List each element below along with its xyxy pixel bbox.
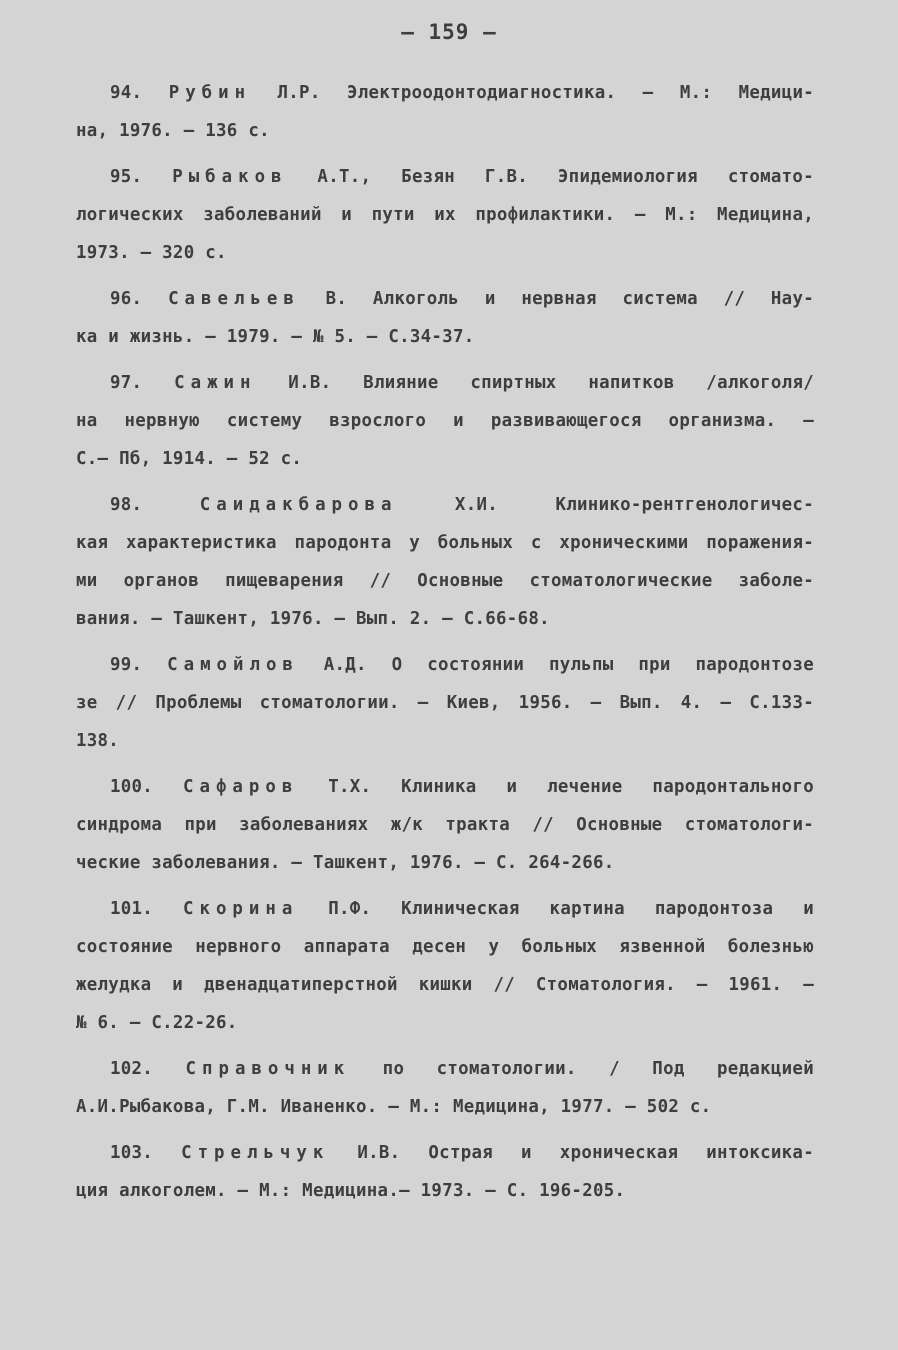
reference-entry xyxy=(76,486,814,638)
reference-entry xyxy=(76,768,814,882)
reference-text: Х.И. Клинико-рентгенологичес- xyxy=(454,495,814,515)
reference-line: вания. – Ташкент, 1976. – Вып. 2. – С.66-68. xyxy=(76,609,550,629)
reference-number: 100. xyxy=(110,777,154,797)
reference-author: Стрельчук xyxy=(181,1143,330,1163)
reference-text: А.Т., Безян Г.В. Эпидемиология стомато- xyxy=(317,167,814,187)
reference-text: А.Д. О состоянии пульпы при пародонтозе xyxy=(323,655,814,675)
reference-author: Скорина xyxy=(183,899,299,919)
reference-first-line xyxy=(76,74,814,112)
reference-line: состояние нервного аппарата десен у больных язвенной болезнью xyxy=(76,937,814,957)
reference-text: В. Алкоголь и нервная система // Нау- xyxy=(325,289,814,309)
reference-line: зе // Проблемы стоматологии. – Киев, 1956. – Вып. 4. – С.133- xyxy=(76,693,814,713)
reference-author: Сажин xyxy=(174,373,257,393)
reference-line: ми органов пищеварения // Основные стоматологические заболе- xyxy=(76,571,814,591)
reference-line: ция алкоголем. – М.: Медицина.– 1973. – С. 196-205. xyxy=(76,1181,626,1201)
reference-number: 96. xyxy=(110,289,143,309)
reference-entry xyxy=(76,364,814,478)
reference-line: С.– Пб, 1914. – 52 с. xyxy=(76,449,303,469)
reference-entry xyxy=(76,890,814,1042)
reference-line: на, 1976. – 136 с. xyxy=(76,121,270,141)
reference-entry xyxy=(76,1134,814,1210)
reference-number: 98. xyxy=(110,495,143,515)
reference-author: Справочник xyxy=(185,1059,351,1079)
reference-first-line xyxy=(76,1134,814,1172)
reference-number: 101. xyxy=(110,899,154,919)
reference-line: синдрома при заболеваниях ж/к тракта // Основные стоматологи- xyxy=(76,815,814,835)
reference-number: 95. xyxy=(110,167,143,187)
reference-text: И.В. Острая и хроническая интоксика- xyxy=(357,1143,814,1163)
reference-text: по стоматологии. / Под редакцией xyxy=(382,1059,814,1079)
reference-line: желудка и двенадцатиперстной кишки // Стоматология. – 1961. – xyxy=(76,975,814,995)
reference-line: ка и жизнь. – 1979. – № 5. – С.34-37. xyxy=(76,327,475,347)
reference-first-line xyxy=(76,486,814,524)
reference-line: 138. xyxy=(76,731,120,751)
reference-text: Л.Р. Электроодонтодиагностика. – М.: Медици- xyxy=(277,83,814,103)
reference-number: 102. xyxy=(110,1059,154,1079)
reference-entry xyxy=(76,74,814,150)
reference-entry xyxy=(76,158,814,272)
reference-line: на нервную систему взрослого и развивающегося организма. – xyxy=(76,411,814,431)
reference-line: ческие заболевания. – Ташкент, 1976. – С. 264-266. xyxy=(76,853,615,873)
reference-author: Сафаров xyxy=(183,777,299,797)
reference-author: Савельев xyxy=(168,289,300,309)
reference-first-line xyxy=(76,890,814,928)
reference-line: 1973. – 320 с. xyxy=(76,243,227,263)
reference-first-line xyxy=(76,1050,814,1088)
reference-list xyxy=(76,74,814,1218)
reference-first-line xyxy=(76,768,814,806)
reference-text: Т.Х. Клиника и лечение пародонтального xyxy=(328,777,814,797)
reference-text: П.Ф. Клиническая картина пародонтоза и xyxy=(328,899,814,919)
reference-line: кая характеристика пародонта у больных с хроническими поражения- xyxy=(76,533,814,553)
reference-first-line xyxy=(76,158,814,196)
reference-author: Рыбаков xyxy=(172,167,288,187)
reference-line: № 6. – С.22-26. xyxy=(76,1013,238,1033)
reference-text: И.В. Влияние спиртных напитков /алкоголя/ xyxy=(288,373,814,393)
reference-entry xyxy=(76,646,814,760)
page-number: – 159 – xyxy=(401,20,497,44)
reference-author: Рубин xyxy=(168,83,252,103)
reference-number: 94. xyxy=(110,83,143,103)
reference-entry xyxy=(76,1050,814,1126)
reference-author: Саидакбарова xyxy=(199,495,398,515)
reference-number: 99. xyxy=(110,655,143,675)
reference-number: 103. xyxy=(110,1143,154,1163)
reference-number: 97. xyxy=(110,373,143,393)
reference-first-line xyxy=(76,364,814,402)
reference-entry xyxy=(76,280,814,356)
reference-line: логических заболеваний и пути их профилактики. – М.: Медицина, xyxy=(76,205,814,225)
reference-first-line xyxy=(76,646,814,684)
reference-author: Самойлов xyxy=(167,655,299,675)
reference-first-line xyxy=(76,280,814,318)
reference-line: А.И.Рыбакова, Г.М. Иваненко. – М.: Медицина, 1977. – 502 с. xyxy=(76,1097,712,1117)
